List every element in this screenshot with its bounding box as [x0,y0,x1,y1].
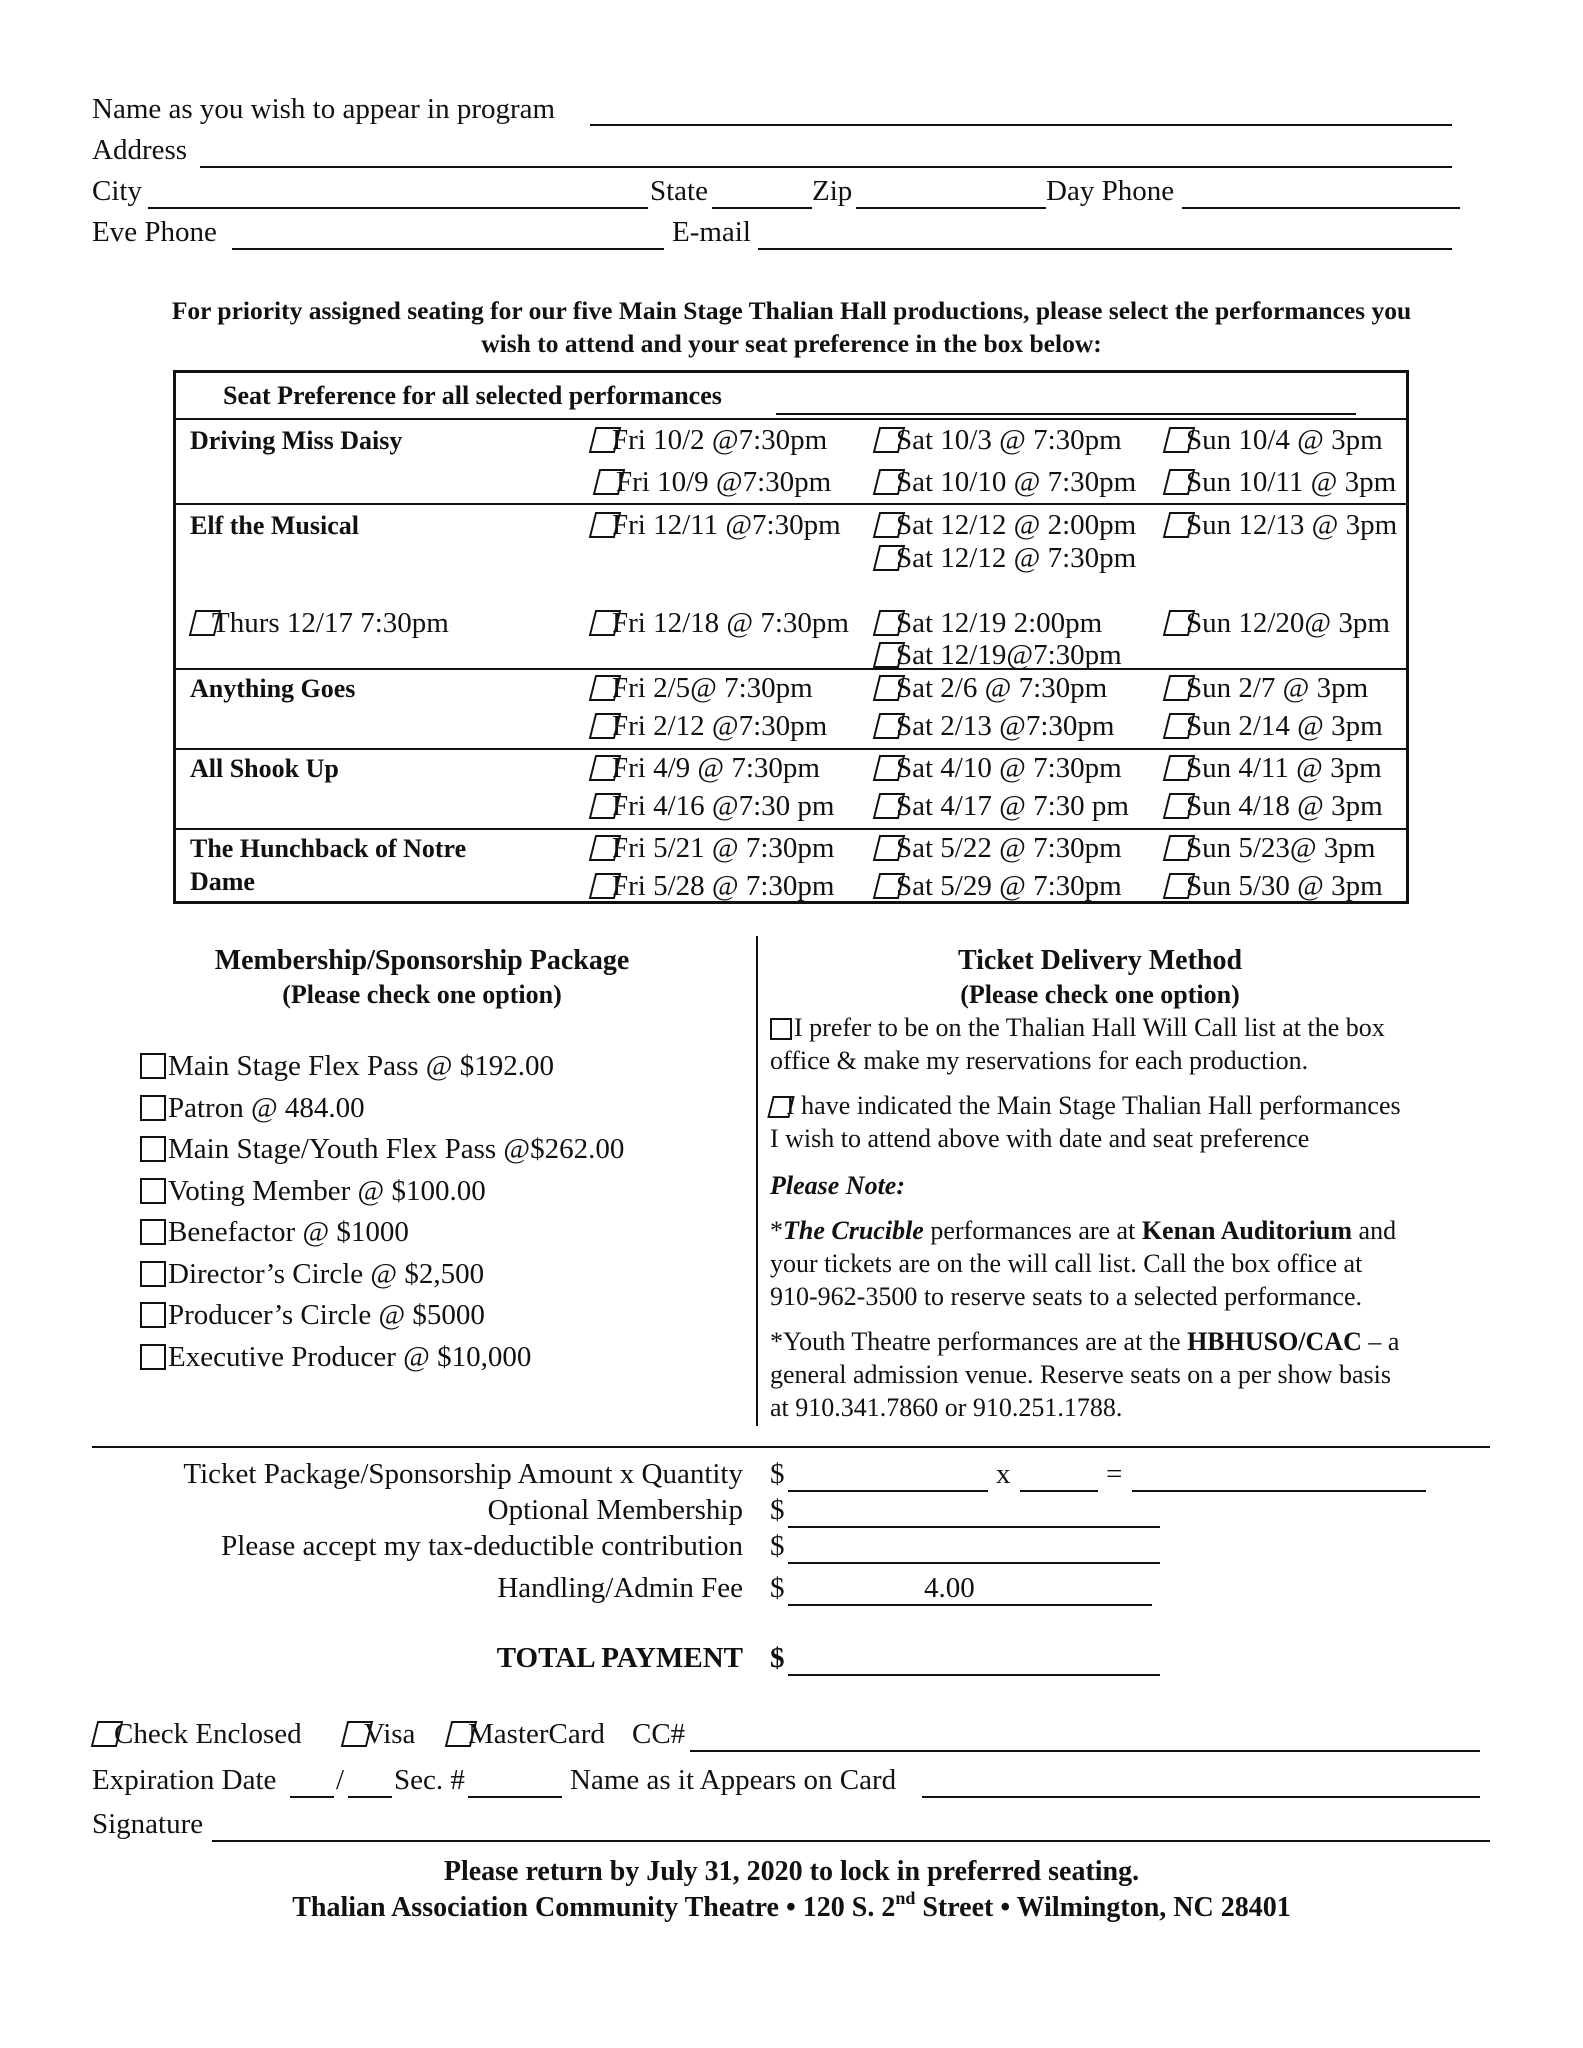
membership-option[interactable] [140,1254,624,1296]
membership-options [140,1046,624,1378]
zip-label: Zip [812,175,853,207]
performance-label: Sat 10/10 @ 7:30pm [896,466,1137,498]
performance-label: Fri 2/5@ 7:30pm [612,672,813,704]
address-text: Thalian Association Community Theatre • 120 S. 2 [292,1892,896,1923]
delivery-title: Ticket Delivery Method [957,945,1243,976]
performance-option[interactable] [876,509,1136,542]
performance-option[interactable] [592,752,820,785]
currency-sign: $ [770,1530,785,1562]
zip-field[interactable] [856,207,1046,209]
delivery-option-text: I have indicated the Main Stage Thalian Hall performances [786,1091,1401,1120]
performance-label: Fri 4/16 @7:30 pm [612,790,835,822]
eve-phone-field[interactable] [232,248,664,250]
city-label: City [92,175,142,207]
cc-number-label: CC# [632,1718,686,1750]
expiration-date-label: Expiration Date [92,1764,277,1796]
performance-option[interactable] [1166,752,1382,785]
checkbox-icon[interactable] [770,1018,792,1040]
performance-option[interactable] [1166,672,1368,705]
please-note-label: Please Note: [770,1171,906,1200]
subtotal-field[interactable] [1132,1490,1426,1492]
checkbox-icon[interactable] [140,1136,166,1162]
city-field[interactable] [148,207,648,209]
delivery-option-text: office & make my reservations for each production. [770,1046,1309,1075]
performance-option[interactable] [592,424,827,457]
performance-option[interactable] [876,424,1122,457]
show-title: Elf the Musical [190,511,359,540]
address-label: Address [92,134,188,166]
ticket-package-label: Ticket Package/Sponsorship Amount x Quantity [183,1458,743,1490]
performance-option[interactable] [876,752,1122,785]
currency-sign: $ [770,1494,785,1526]
delivery-option-indicated[interactable] [770,1089,1470,1155]
seat-preference-field[interactable] [776,413,1356,415]
expiration-year-field[interactable] [348,1796,392,1798]
amount-field[interactable] [788,1490,988,1492]
performance-label: Fri 5/21 @ 7:30pm [612,832,835,864]
membership-option[interactable] [140,1212,624,1254]
performance-label: Sat 2/13 @7:30pm [896,710,1115,742]
visa-option[interactable] [344,1718,415,1751]
option-label: Check Enclosed [114,1718,302,1750]
return-deadline: Please return by July 31, 2020 to lock in preferred seating. [443,1856,1140,1887]
performance-label: Fri 5/28 @ 7:30pm [612,870,835,902]
show-row-driving-miss-daisy [176,418,1406,503]
note-youth-theatre [770,1325,1470,1424]
note-bold: HBHUSO/CAC [1187,1327,1362,1356]
show-title: Anything Goes [190,674,356,703]
performance-option[interactable] [876,466,1136,499]
membership-header [92,944,752,1012]
expiration-month-field[interactable] [290,1796,334,1798]
performance-label: Fri 4/9 @ 7:30pm [612,752,820,784]
delivery-subtitle: (Please check one option) [960,980,1240,1009]
checkbox-icon[interactable] [140,1178,166,1204]
seat-preference-label: Seat Preference for all selected performances [223,381,722,410]
performance-label: Sun 12/20@ 3pm [1186,607,1390,639]
performance-option[interactable] [592,672,813,705]
checkbox-icon[interactable] [140,1302,166,1328]
performance-label: Fri 12/18 @ 7:30pm [612,607,849,639]
show-row-elf-the-musical [176,503,1406,671]
note-text: and [1352,1216,1397,1245]
organization-address [60,1890,1523,1926]
show-title-line-2: Dame [190,867,255,896]
show-title: All Shook Up [190,754,339,783]
state-field[interactable] [712,207,812,209]
day-phone-label: Day Phone [1046,175,1175,207]
performance-label: Sat 12/12 @ 7:30pm [896,542,1137,574]
quantity-field[interactable] [1020,1490,1098,1492]
total-payment-label: TOTAL PAYMENT [496,1642,743,1674]
footer [60,1854,1523,1926]
performance-label: Sun 4/18 @ 3pm [1186,790,1383,822]
handling-fee-value: 4.00 [924,1572,975,1604]
performance-option[interactable] [876,607,1102,640]
performance-label: Thurs 12/17 7:30pm [212,607,449,639]
show-title [190,832,466,898]
membership-option[interactable] [140,1337,624,1379]
name-label: Name as you wish to appear in program [92,93,556,125]
membership-option-label: Patron @ 484.00 [168,1091,365,1124]
contribution-field[interactable] [788,1562,1160,1564]
priority-seating-intro [60,294,1523,360]
optional-membership-label: Optional Membership [487,1494,743,1526]
security-code-label: Sec. # [394,1764,465,1796]
performance-option[interactable] [1166,870,1383,903]
show-title-line-1: The Hunchback of Notre [190,834,467,863]
membership-option-label: Main Stage Flex Pass @ $192.00 [168,1050,554,1082]
performance-option[interactable] [876,790,1129,823]
performance-label: Sun 2/7 @ 3pm [1186,672,1369,704]
performance-option[interactable] [1166,424,1383,457]
currency-sign: $ [770,1642,785,1674]
contribution-label: Please accept my tax-deductible contribution [221,1530,743,1562]
name-field[interactable] [590,124,1452,126]
cc-number-field[interactable] [690,1750,1480,1752]
note-text: at 910.341.7860 or 910.251.1788. [770,1393,1123,1422]
email-label: E-mail [672,216,751,248]
performance-label: Sun 12/13 @ 3pm [1186,509,1398,541]
performance-option[interactable] [876,832,1122,865]
show-row-anything-goes [176,668,1406,748]
equals-sign: = [1106,1458,1123,1490]
performance-option[interactable] [596,466,831,499]
check-enclosed-option[interactable] [94,1718,302,1751]
state-label: State [650,175,708,207]
performance-option[interactable] [1166,607,1390,640]
membership-option-label: Executive Producer @ $10,000 [168,1340,532,1373]
section-divider [92,1446,1490,1448]
note-text: 910-962-3500 to reserve seats to a selected performance. [770,1282,1362,1311]
performance-label: Sat 12/12 @ 2:00pm [896,509,1137,541]
checkbox-icon[interactable] [140,1219,166,1245]
checkbox-icon[interactable] [140,1095,166,1121]
seat-preference-table [173,370,1409,904]
performance-option[interactable] [1166,832,1375,865]
total-payment-field[interactable] [788,1674,1160,1676]
membership-option-label: Director’s Circle @ $2,500 [168,1257,485,1290]
checkbox-icon[interactable] [140,1053,166,1079]
day-phone-field[interactable] [1182,207,1460,209]
eve-phone-label: Eve Phone [92,216,217,248]
performance-label: Fri 2/12 @7:30pm [612,710,828,742]
membership-amount-field[interactable] [788,1526,1160,1528]
performance-label: Sat 5/29 @ 7:30pm [896,870,1122,902]
performance-option[interactable] [592,870,834,903]
performance-label: Sat 4/10 @ 7:30pm [896,752,1122,784]
checkbox-icon[interactable] [140,1344,166,1370]
performance-label: Sun 5/23@ 3pm [1186,832,1376,864]
address-superscript: nd [895,1888,916,1908]
performance-label: Sun 10/11 @ 3pm [1186,466,1397,498]
performance-label: Sat 12/19@7:30pm [896,639,1122,671]
note-emphasis: The Crucible [783,1216,924,1245]
delivery-option-text: I wish to attend above with date and seat preference [770,1124,1310,1153]
delivery-option-will-call[interactable] [770,1011,1470,1077]
performance-option[interactable] [592,832,834,865]
name-on-card-label: Name as it Appears on Card [570,1764,897,1796]
membership-option-label: Main Stage/Youth Flex Pass @$262.00 [168,1133,625,1165]
intro-line-2: wish to attend and your seat preference in the box below: [481,329,1102,358]
checkbox-icon[interactable] [140,1261,166,1287]
note-text: * [770,1216,783,1245]
currency-sign: $ [770,1572,785,1604]
signature-field[interactable] [212,1840,1490,1842]
membership-option-label: Producer’s Circle @ $5000 [168,1299,485,1331]
email-field[interactable] [758,248,1452,250]
performance-label: Sun 5/30 @ 3pm [1186,870,1383,902]
address-text: Street • Wilmington, NC 28401 [915,1892,1291,1923]
performance-option[interactable] [876,710,1114,743]
signature-label: Signature [92,1808,204,1840]
performance-option[interactable] [876,542,1136,575]
performance-option[interactable] [592,790,834,823]
performance-label: Sun 2/14 @ 3pm [1186,710,1383,742]
note-bold: Kenan Auditorium [1141,1216,1353,1245]
performance-label: Fri 10/2 @7:30pm [612,424,828,456]
performance-label: Sat 4/17 @ 7:30 pm [896,790,1129,822]
note-text: *Youth Theatre performances are at the [770,1327,1188,1356]
option-label: MasterCard [468,1718,605,1750]
note-crucible [770,1214,1470,1313]
performance-label: Fri 12/11 @7:30pm [612,509,841,541]
membership-title: Membership/Sponsorship Package [214,945,630,976]
show-row-hunchback-of-notre-dame [176,828,1406,904]
performance-label: Sat 10/3 @ 7:30pm [896,424,1122,456]
intro-line-1: For priority assigned seating for our five Main Stage Thalian Hall productions, please select the performances you [171,296,1412,325]
membership-option-label: Benefactor @ $1000 [168,1216,409,1248]
note-text: your tickets are on the will call list. Call the box office at [770,1249,1363,1278]
performance-option[interactable] [592,509,841,542]
performance-option[interactable] [1166,710,1383,743]
delivery-option-text: I prefer to be on the Thalian Hall Will Call list at the box [794,1013,1385,1042]
multiply-sign: x [996,1458,1011,1490]
membership-option[interactable] [140,1046,624,1088]
performance-label: Sat 2/6 @ 7:30pm [896,672,1108,704]
option-label: Visa [364,1718,416,1750]
address-field[interactable] [200,166,1452,168]
performance-option[interactable] [1166,509,1397,542]
handling-fee-label: Handling/Admin Fee [497,1572,743,1604]
performance-label: Fri 10/9 @7:30pm [616,466,832,498]
show-row-all-shook-up [176,748,1406,828]
membership-subtitle: (Please check one option) [282,980,562,1009]
performance-option[interactable] [876,672,1107,705]
performance-option[interactable] [876,870,1122,903]
note-text: – a [1361,1327,1400,1356]
note-text: general admission venue. Reserve seats on a per show basis [770,1360,1391,1389]
performance-label: Sun 10/4 @ 3pm [1186,424,1383,456]
membership-option[interactable] [140,1088,624,1130]
security-code-field[interactable] [468,1796,562,1798]
mastercard-option[interactable] [448,1718,605,1751]
note-text: performances are at [923,1216,1142,1245]
name-on-card-field[interactable] [922,1796,1480,1798]
performance-option[interactable] [1166,790,1383,823]
performance-option[interactable] [592,607,849,640]
expiration-slash: / [336,1764,345,1796]
performance-option[interactable] [192,607,449,640]
performance-option[interactable] [592,710,827,743]
membership-option-label: Voting Member @ $100.00 [168,1174,486,1207]
currency-sign: $ [770,1458,785,1490]
membership-option[interactable] [140,1129,624,1171]
performance-label: Sat 12/19 2:00pm [896,607,1103,639]
show-title: Driving Miss Daisy [190,426,403,455]
delivery-section [770,944,1470,1424]
performance-label: Sat 5/22 @ 7:30pm [896,832,1122,864]
membership-option[interactable] [140,1171,624,1213]
membership-option[interactable] [140,1295,624,1337]
performance-option[interactable] [1166,466,1396,499]
performance-label: Sun 4/11 @ 3pm [1186,752,1382,784]
